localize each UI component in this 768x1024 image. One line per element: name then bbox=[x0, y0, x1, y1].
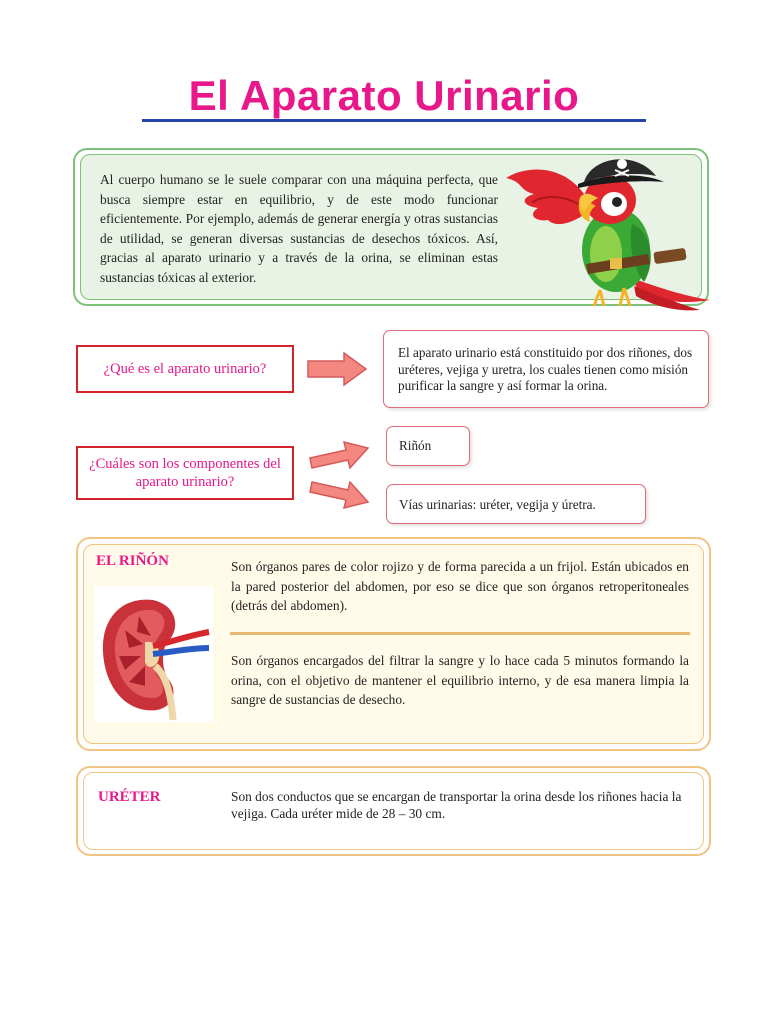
arrow-right-icon bbox=[306, 351, 368, 387]
ureter-paragraph: Son dos conductos que se encargan de transportar la orina desde los riñones hacia la vejiga. Cada uréter mide de 28 – 30 cm. bbox=[231, 789, 682, 821]
ureter-section-title: URÉTER bbox=[98, 789, 161, 805]
parrot-pirate-illustration bbox=[504, 146, 714, 318]
component-label: Vías urinarias: uréter, vegija y úretra. bbox=[399, 497, 596, 512]
answer-definition bbox=[383, 330, 709, 408]
component-urinary-tract bbox=[386, 484, 646, 524]
section-divider bbox=[230, 632, 690, 635]
kidney-section-title: EL RIÑÓN bbox=[96, 553, 169, 569]
question-label: ¿Qué es el aparato urinario? bbox=[103, 361, 267, 377]
question-components bbox=[76, 446, 294, 500]
intro-paragraph: Al cuerpo humano se le suele comparar con una máquina perfecta, que busca siempre estar en equilibrio, y de este modo funcionar eficientemente. Por ejemplo, además de generar energía y otras sustancias de utilidad, se generan diversas sustancias de desechos tóxicos. Así, gracias al aparato urinario y a través de la orina, se eliminan estas sustancias tóxicas al exterior. bbox=[100, 172, 498, 285]
question-label: ¿Cuáles son los componentes del aparato urinario? bbox=[89, 456, 281, 490]
component-kidney bbox=[386, 426, 470, 466]
page-title: El Aparato Urinario bbox=[188, 72, 580, 119]
arrow-up-right-icon bbox=[306, 434, 370, 474]
kidney-paragraph-function: Son órganos encargados del filtrar la sangre y lo hace cada 5 minutos formando la orina, con el objetivo de mantener el equilibrio interno, y de esa manera limpia la sangre de sustancias de desecho. bbox=[231, 653, 689, 707]
kidney-illustration bbox=[95, 586, 213, 722]
title-underline bbox=[142, 119, 646, 122]
question-what-is-urinary-system bbox=[76, 345, 294, 393]
component-label: Riñón bbox=[399, 438, 432, 453]
arrow-down-right-icon bbox=[306, 478, 370, 518]
kidney-paragraph-location: Son órganos pares de color rojizo y de forma parecida a un frijol. Están ubicados en la pared posterior del abdomen, por eso se dice que son órganos retroperitoneales (detrás del abdomen). bbox=[231, 559, 689, 613]
answer-text: El aparato urinario está constituido por dos riñones, dos uréteres, vejiga y uretra, los cuales tienen como misión purificar la sangre y así formar la orina. bbox=[398, 345, 693, 393]
